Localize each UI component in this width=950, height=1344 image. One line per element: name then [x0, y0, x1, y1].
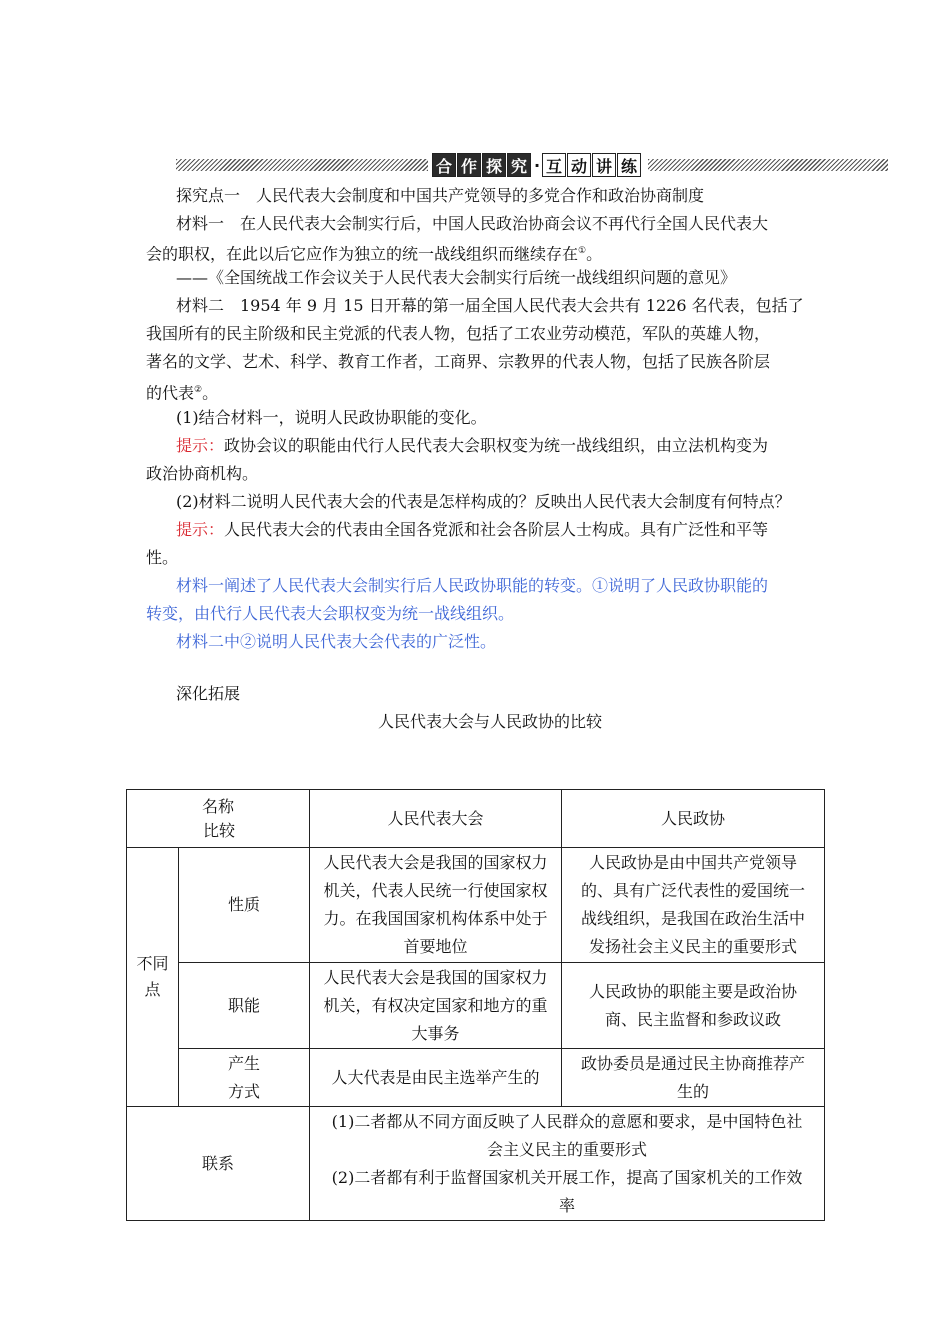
row-label: 职能 — [179, 963, 310, 1049]
group-label: 不同点 — [127, 848, 179, 1107]
cell-cppcc: 人民政协的职能主要是政治协 商、民主监督和参政议政 — [562, 963, 825, 1049]
banner-char: 究 — [507, 153, 531, 177]
col-header-npc: 人民代表大会 — [310, 790, 562, 848]
material2-line: 著名的文学、艺术、科学、教育工作者，工商界、宗教界的代表人物，包括了民族各阶层 — [146, 352, 771, 371]
banner-char: 讲 — [592, 153, 616, 177]
material2-line: 的代表②。 — [146, 383, 219, 403]
section-title: 探究点一 人民代表大会制度和中国共产党领导的多党合作和政治协商制度 — [176, 186, 705, 205]
table-row — [127, 1107, 825, 1221]
material1-source: ——《全国统战工作会议关于人民代表大会制实行后统一战线组织问题的意见》 — [176, 268, 737, 287]
hint-label: 提示： — [176, 436, 225, 455]
section-banner — [176, 150, 888, 180]
answer-1: 提示：政协会议的职能由代行人民代表大会职权变为统一战线组织，由立法机构变为 — [176, 436, 769, 455]
banner-char: 作 — [457, 153, 481, 177]
material2-line: 材料二 1954 年 9 月 15 日开幕的第一届全国人民代表大会共有 1226 名代表，包括了 — [176, 296, 804, 315]
banner-char: 互 — [542, 153, 566, 177]
footnote-mark: ① — [578, 246, 587, 256]
hint-label: 提示： — [176, 520, 225, 539]
cell-npc: 人大代表是由民主选举产生的 — [310, 1049, 562, 1107]
question-1: (1)结合材料一，说明人民政协职能的变化。 — [176, 408, 487, 427]
row-label: 性质 — [179, 848, 310, 963]
material2-line: 我国所有的民主阶级和民主党派的代表人物，包括了工农业劳动模范，军队的英雄人物， — [146, 324, 771, 343]
note-line: 材料一阐述了人民代表大会制实行后人民政协职能的转变。①说明了人民政协职能的 — [176, 576, 769, 595]
banner-hatch-left — [176, 159, 428, 171]
cell-cppcc: 政协委员是通过民主协商推荐产 生的 — [562, 1049, 825, 1107]
banner-char: 合 — [432, 153, 456, 177]
comparison-table — [126, 789, 825, 1221]
table-title: 人民代表大会与人民政协的比较 — [378, 712, 603, 731]
table-header-row — [127, 790, 825, 848]
footnote-mark: ② — [194, 385, 203, 395]
cell-npc: 人民代表大会是我国的国家权力 机关，代表人民统一行使国家权 力。在我国国家机构体系中处于 首要地位 — [310, 848, 562, 963]
col-header-cppcc: 人民政协 — [562, 790, 825, 848]
table-corner: 名称 比较 — [127, 790, 310, 848]
banner-char: 练 — [617, 153, 641, 177]
table-row — [127, 1049, 825, 1107]
material1-line: 会的职权，在此以后它应作为独立的统一战线组织而继续存在①。 — [146, 244, 603, 264]
banner-dot: · — [533, 155, 541, 175]
answer-2: 提示：人民代表大会的代表由全国各党派和社会各阶层人士构成。具有广泛性和平等 — [176, 520, 769, 539]
banner-char: 探 — [482, 153, 506, 177]
table-row — [127, 848, 825, 963]
banner-char: 动 — [567, 153, 591, 177]
cell-relation: (1)二者都从不同方面反映了人民群众的意愿和要求，是中国特色社 会主义民主的重要形式 (2)二者都有利于监督国家机关开展工作，提高了国家机关的工作效 率 — [310, 1107, 825, 1221]
answer-1-cont: 政治协商机构。 — [146, 464, 259, 483]
answer-2-cont: 性。 — [146, 548, 179, 567]
banner-title — [432, 152, 642, 178]
note-line: 材料二中②说明人民代表大会代表的广泛性。 — [176, 632, 497, 651]
cell-npc: 人民代表大会是我国的国家权力 机关，有权决定国家和地方的重 大事务 — [310, 963, 562, 1049]
material1-line: 材料一 在人民代表大会制实行后，中国人民政治协商会议不再代行全国人民代表大 — [176, 214, 769, 233]
row-label: 产生 方式 — [179, 1049, 310, 1107]
cell-cppcc: 人民政协是由中国共产党领导 的、具有广泛代表性的爱国统一 战线组织，是我国在政治生活中 发扬社会主义民主的重要形式 — [562, 848, 825, 963]
deepen-heading: 深化拓展 — [176, 684, 241, 703]
banner-hatch-right — [648, 159, 888, 171]
question-2: (2)材料二说明人民代表大会的代表是怎样构成的？反映出人民代表大会制度有何特点？ — [176, 492, 791, 511]
table-row — [127, 963, 825, 1049]
row-label: 联系 — [127, 1107, 310, 1221]
note-line: 转变，由代行人民代表大会职权变为统一战线组织。 — [146, 604, 515, 623]
